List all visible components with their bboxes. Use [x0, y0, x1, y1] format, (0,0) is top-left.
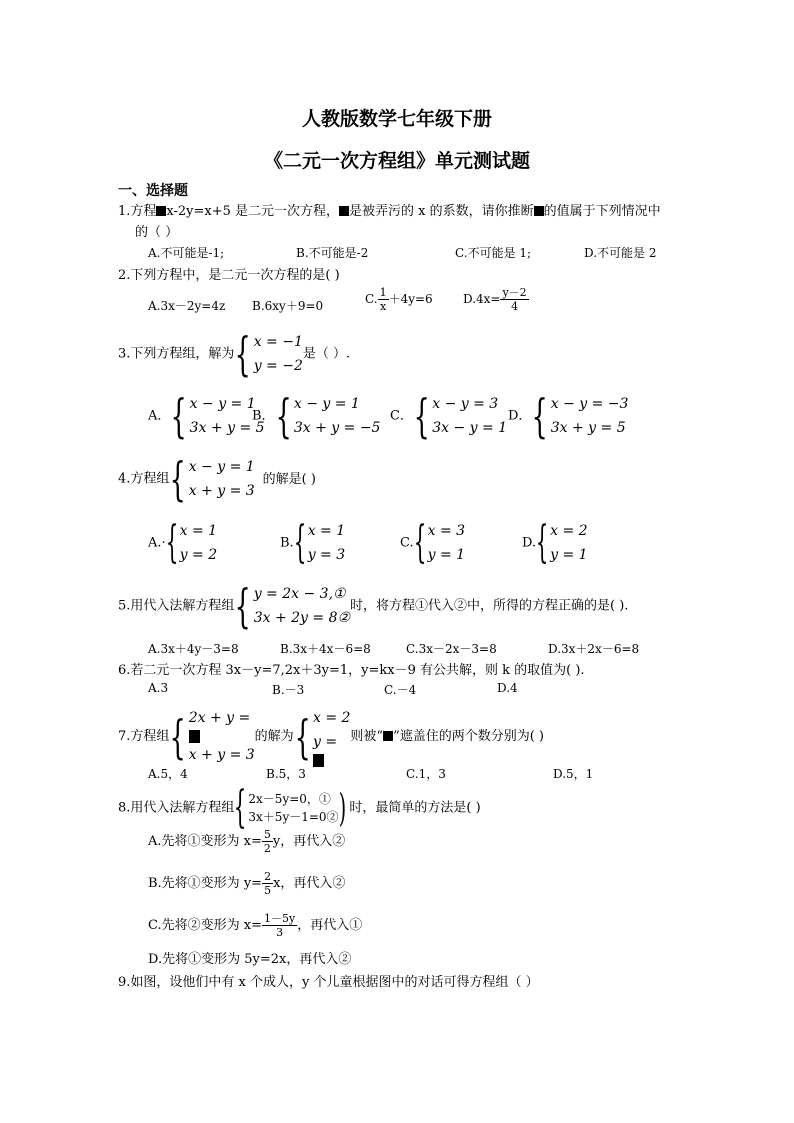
equation-system: { x = −1 y = −2 — [234, 327, 303, 381]
question-7-option-d: D.5，1 — [553, 767, 594, 781]
question-8-option-b: B.先将①变形为 y= $\frac{2}{5}$ x，再代入② — [148, 870, 346, 897]
ink-blot-icon — [383, 731, 393, 741]
question-3-option-c: C． { x − y = 3 3x − y = 1 — [390, 389, 508, 443]
question-3-option-d: D． { x − y = −3 3x + y = 5 — [508, 389, 629, 443]
question-8-stem: 8.用代入法解方程组 { 2x－5y=0，① 3x＋5y－1=0② ) 时，最简单的方法是( ) — [118, 782, 481, 833]
question-1-option-a: A.不可能是-1; — [148, 246, 225, 260]
question-9-stem: 9.如图，设他们中有 x 个成人，y 个儿童根据图中的对话可得方程组（ ） — [118, 975, 539, 990]
question-4-option-c: C. { x = 3 y = 1 — [400, 517, 466, 568]
question-4-option-a: A.· { x = 1 y = 2 — [148, 517, 218, 568]
question-5-option-b: B.3x＋4x－6=8 — [280, 642, 371, 656]
question-5-option-d: D.3x＋2x－6=8 — [548, 642, 640, 656]
question-3-stem: 3.下列方程组，解为 { x = −1 y = −2 是（ ）. — [118, 327, 351, 381]
question-6-option-a: A.3 — [148, 681, 169, 695]
question-4-option-b: B. { x = 1 y = 3 — [280, 517, 346, 568]
question-2-stem: 2.下列方程中，是二元一次方程的是( ) — [118, 268, 340, 283]
question-4-option-d: D. { x = 2 y = 1 — [522, 517, 588, 568]
ink-blot-icon — [339, 206, 349, 216]
question-6-option-d: D.4 — [497, 681, 518, 695]
document-subtitle: 《二元一次方程组》单元测试题 — [263, 150, 530, 172]
fraction: $\frac{1-5y}{3}$ — [263, 912, 296, 939]
question-3-option-b: B． { x − y = 1 3x + y = −5 — [252, 389, 381, 443]
question-1-stem: 1.方程 x-2y=x+5 是二元一次方程， 是被弄污的 x 的系数，请你推断 的值属于下列情况中 — [118, 204, 661, 219]
question-8-option-c: C.先将②变形为 x= $\frac{1-5y}{3}$ ，再代入① — [148, 912, 363, 939]
question-1-stem-cont: 的（ ） — [135, 225, 179, 240]
fraction: $\frac{y-2}{4}$ — [502, 286, 527, 313]
question-7-stem: 7.方程组 { 2x + y = x + y = 3 的解为 { x = 2 y = 则被“ ”遮盖住的两个数分别为( ) — [118, 706, 544, 767]
ink-blot-icon — [189, 730, 200, 743]
question-5-option-a: A.3x＋4y－3=8 — [148, 642, 239, 656]
question-1-option-c: C.不可能是 1; — [455, 246, 532, 260]
question-4-stem: 4.方程组 { x − y = 1 x + y = 3 的解是( ) — [118, 452, 316, 506]
ink-blot-icon — [534, 206, 544, 216]
fraction: $\frac{1}{x}$ — [379, 286, 387, 313]
question-8-option-d: D.先将①变形为 5y=2x，再代入② — [148, 952, 352, 967]
document-title: 人教版数学七年级下册 — [301, 108, 492, 130]
question-2-option-b: B.6xy＋9=0 — [252, 299, 324, 313]
question-2-option-a: A.3x－2y=4z — [148, 299, 226, 313]
question-2-option-c: C. $\frac{1}{x}$ ＋4y=6 — [365, 286, 433, 313]
fraction: $\frac{5}{2}$ — [263, 828, 271, 855]
fraction: $\frac{2}{5}$ — [264, 870, 272, 897]
question-6-option-c: C.－4 — [384, 683, 417, 697]
question-6-option-b: B.－3 — [272, 683, 305, 697]
question-7-option-b: B.5，3 — [266, 767, 306, 781]
question-1-option-d: D.不可能是 2 — [584, 246, 657, 260]
question-3-option-a: A． { x − y = 1 3x + y = 5 — [148, 389, 265, 443]
ink-blot-icon — [156, 206, 166, 216]
question-2-option-d: D.4x= $\frac{y-2}{4}$ — [463, 286, 527, 313]
section-heading: 一、选择题 — [118, 183, 188, 199]
question-8-option-a: A.先将①变形为 x= $\frac{5}{2}$ y，再代入② — [148, 828, 346, 855]
question-6-stem: 6.若二元一次方程 3x－y=7,2x＋3y=1，y=kx－9 有公共解，则 k 的取值为( ). — [118, 663, 585, 678]
ink-blot-icon — [313, 754, 324, 767]
question-7-option-c: C.1，3 — [406, 767, 446, 781]
question-1-option-b: B.不可能是-2 — [296, 246, 369, 260]
question-7-option-a: A.5，4 — [148, 767, 188, 781]
question-5-option-c: C.3x－2x－3=8 — [406, 642, 497, 656]
question-5-stem: 5.用代入法解方程组 { y = 2x − 3,① 3x + 2y = 8② 时，将方程①代入②中，所得的方程正确的是( ). — [118, 579, 629, 633]
